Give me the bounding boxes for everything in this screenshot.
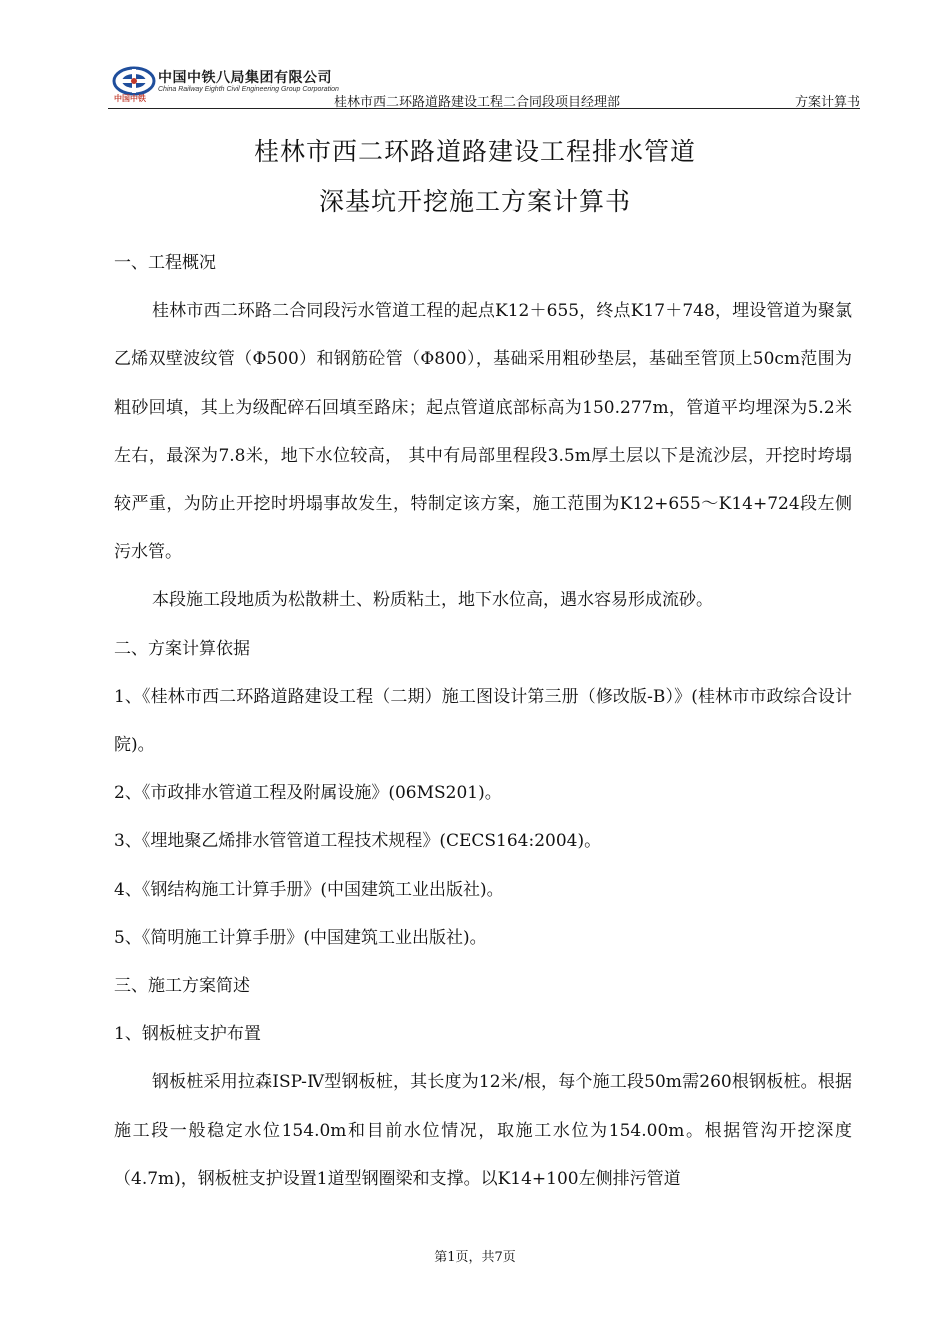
paragraph: 4、《钢结构施工计算手册》(中国建筑工业出版社)。 <box>114 879 504 900</box>
paragraph: 1、《桂林市西二环路道路建设工程（二期）施工图设计第三册（修改版-B）》(桂林市市政综合设计院)。 <box>114 686 852 756</box>
header-doc-type: 方案计算书 <box>794 95 860 110</box>
paragraph: 3、《埋地聚乙烯排水管管道工程技术规程》(CECS164:2004)。 <box>114 831 602 852</box>
page-header <box>108 64 860 109</box>
company-name-en: China Railway Eighth Civil Engineering Group Corporation <box>158 86 339 93</box>
company-name-cn: 中国中铁八局集团有限公司 <box>158 70 332 86</box>
document-body <box>114 239 852 1203</box>
paragraph: 桂林市西二环路二合同段污水管道工程的起点K12＋655，终点K17＋748，埋设管道为聚氯乙烯双壁波纹管（Φ500）和钢筋砼管（Φ800），基础采用粗砂垫层，基础至管顶上50cm范围为粗砂回填，其上为级配碎石回填至路床；起点管道底部标高为150.277m，管道平均埋深为5.2米左右，最深为7.8米，地下水位较高， 其中有局部里程段3.5m厚土层以下是流沙层，开挖时垮塌较严重，为防止开挖时坍塌事故发生，特制定该方案，施工范围为K12+655～K14+724段左侧污水管。 <box>114 301 852 563</box>
section-heading: 三、施工方案简述 <box>114 976 250 997</box>
header-divider <box>108 108 860 109</box>
paragraph: 本段施工段地质为松散耕土、粉质粘土，地下水位高，遇水容易形成流砂。 <box>152 590 713 611</box>
doc-title-line2: 深基坑开挖施工方案计算书 <box>318 187 631 216</box>
section-heading: 1、钢板桩支护布置 <box>114 1024 261 1045</box>
section-heading: 二、方案计算依据 <box>114 638 250 659</box>
paragraph: 钢板桩采用拉森ISP-Ⅳ型钢板桩，其长度为12米/根，每个施工段50m需260根钢板桩。根据施工段一般稳定水位154.0m和目前水位情况，取施工水位为154.00m。根据管沟开挖深度（4.7m)，钢板桩支护设置1道型钢圈梁和支撑。以K14+100左侧排污管道 <box>114 1072 852 1189</box>
logo-emblem-icon <box>112 66 156 96</box>
page-footer: 第1页，共7页 <box>434 1250 516 1265</box>
doc-title-line1: 桂林市西二环路道路建设工程排水管道 <box>253 137 696 166</box>
logo-subtext: 中国中铁 <box>114 94 146 103</box>
section-heading: 一、工程概况 <box>114 253 216 273</box>
header-project-name: 桂林市西二环路道路建设工程二合同段项目经理部 <box>334 95 621 110</box>
company-logo <box>110 64 340 106</box>
paragraph: 2、《市政排水管道工程及附属设施》(06MS201)。 <box>114 783 502 804</box>
paragraph: 5、《简明施工计算手册》(中国建筑工业出版社)。 <box>114 927 487 948</box>
